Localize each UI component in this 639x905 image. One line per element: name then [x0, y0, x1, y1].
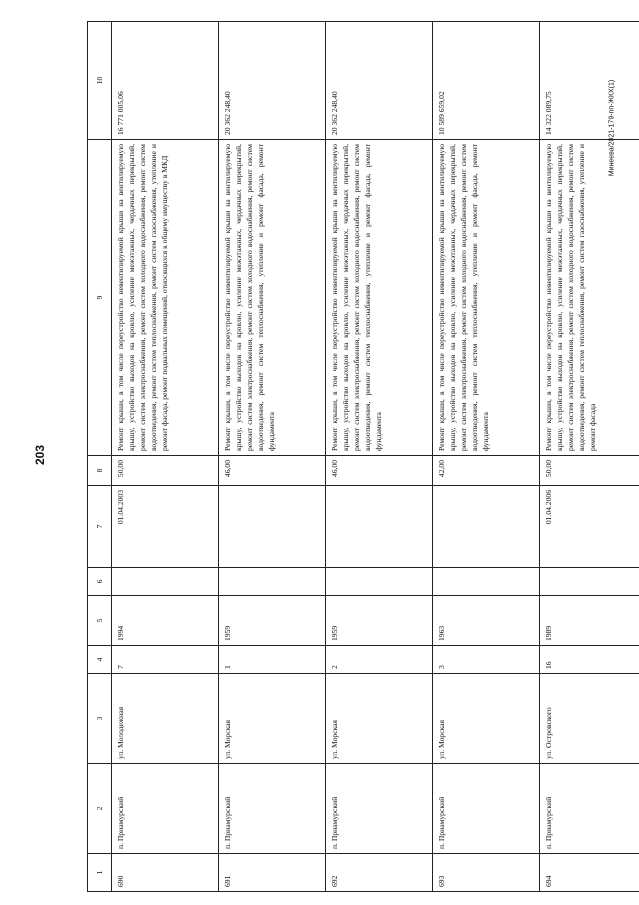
column-header: 4: [88, 646, 112, 674]
row-number: 691: [219, 854, 326, 892]
settlement-cell: п. Приамурский: [540, 764, 639, 854]
settlement-cell: п. Приамурский: [219, 764, 326, 854]
date-cell: [326, 486, 433, 568]
wear-cell: 46,00: [326, 456, 433, 486]
column-header: 2: [88, 764, 112, 854]
table-row: [540, 22, 639, 892]
cost-cell: 10 589 659,02: [433, 22, 540, 140]
table-row: [112, 22, 219, 892]
page-number: 203: [33, 444, 47, 466]
col6-cell: [540, 568, 639, 596]
column-header: 8: [88, 456, 112, 486]
row-number: 690: [112, 854, 219, 892]
house-cell: 1: [219, 646, 326, 674]
works-cell: Ремонт крыши, в том числе переустройство невентилируемой крыши на вентилируемую крышу, устройство выходов на кровлю, усиление межэтажных, чердачных перекрытий, ремонт систем электроснабжения, ремонт систем холодного водоснабжения, ремонт систем водоотведения, ремонт систем теплоснабжения, ремонт систем газоснабжения, утепление и ремонт фасада, ремонт подвальных помещений, относящихся к общему имуществу в МКД: [112, 140, 219, 456]
street-cell: ул. Островского: [540, 674, 639, 764]
table-header-row: [88, 22, 112, 892]
wear-cell: 50,00: [112, 456, 219, 486]
year-cell: 1963: [433, 596, 540, 646]
column-header: 1: [88, 854, 112, 892]
year-cell: 1959: [326, 596, 433, 646]
works-cell: Ремонт крыши, в том числе переустройство невентилируемой крыши на вентилируемую крышу, устройство выходов на кровлю, усиление межэтажных, чердачных перекрытий, ремонт систем электроснабжения, ремонт систем холодного водоснабжения, ремонт систем водоотведения, ремонт систем теплоснабжения, ремонт систем газоснабжения, утепление и ремонт фасада: [540, 140, 639, 456]
wear-cell: 50,00: [540, 456, 639, 486]
date-cell: 01.04.2003: [112, 486, 219, 568]
date-cell: [433, 486, 540, 568]
wear-cell: 42,00: [433, 456, 540, 486]
cost-cell: 20 362 248,40: [219, 22, 326, 140]
house-cell: 3: [433, 646, 540, 674]
year-cell: 1989: [540, 596, 639, 646]
cost-cell: 16 771 005,06: [112, 22, 219, 140]
column-header: 9: [88, 140, 112, 456]
cost-cell: 20 362 248,40: [326, 22, 433, 140]
table-container: [87, 22, 639, 892]
settlement-cell: п. Приамурский: [112, 764, 219, 854]
column-header: 10: [88, 22, 112, 140]
settlement-cell: п. Приамурский: [326, 764, 433, 854]
date-cell: [219, 486, 326, 568]
house-cell: 7: [112, 646, 219, 674]
street-cell: ул. Молодежная: [112, 674, 219, 764]
column-header: 7: [88, 486, 112, 568]
col6-cell: [433, 568, 540, 596]
column-header: 6: [88, 568, 112, 596]
table-row: [219, 22, 326, 892]
house-cell: 16: [540, 646, 639, 674]
date-cell: 01.04.2006: [540, 486, 639, 568]
row-number: 692: [326, 854, 433, 892]
wear-cell: 46,00: [219, 456, 326, 486]
col6-cell: [112, 568, 219, 596]
row-number: 694: [540, 854, 639, 892]
column-header: 3: [88, 674, 112, 764]
capital-repair-table: [87, 21, 639, 892]
street-cell: ул. Морская: [433, 674, 540, 764]
cost-cell: 14 322 089,75: [540, 22, 639, 140]
year-cell: 1959: [219, 596, 326, 646]
col6-cell: [219, 568, 326, 596]
year-cell: 1994: [112, 596, 219, 646]
column-header: 5: [88, 596, 112, 646]
street-cell: ул. Морская: [219, 674, 326, 764]
row-number: 693: [433, 854, 540, 892]
settlement-cell: п. Приамурский: [433, 764, 540, 854]
works-cell: Ремонт крыши, в том числе переустройство невентилируемой крыши на вентилируемую крышу, устройство выходов на кровлю, усиление межэтажных, чердачных перекрытий, ремонт систем электроснабжения, ремонт систем холодного водоснабжения, ремонт систем водоотведения, ремонт систем теплоснабжения, утепление и ремонт фасада, ремонт фундамента: [219, 140, 326, 456]
table-row: [326, 22, 433, 892]
works-cell: Ремонт крыши, в том числе переустройство невентилируемой крыши на вентилируемую крышу, устройство выходов на кровлю, усиление межэтажных, чердачных перекрытий, ремонт систем электроснабжения, ремонт систем холодного водоснабжения, ремонт систем водоотведения, ремонт систем теплоснабжения, утепление и ремонт фасада, ремонт фундамента: [433, 140, 540, 456]
house-cell: 2: [326, 646, 433, 674]
works-cell: Ремонт крыши, в том числе переустройство невентилируемой крыши на вентилируемую крышу, устройство выходов на кровлю, усиление межэтажных, чердачных перекрытий, ремонт систем электроснабжения, ремонт систем холодного водоснабжения, ремонт систем водоотведения, ремонт систем теплоснабжения, утепление и ремонт фасада, ремонт фундамента: [326, 140, 433, 456]
street-cell: ул. Морская: [326, 674, 433, 764]
col6-cell: [326, 568, 433, 596]
table-row: [433, 22, 540, 892]
document-footer: Минеева/2021-179-пп-ЖКХ(1): [608, 79, 616, 177]
